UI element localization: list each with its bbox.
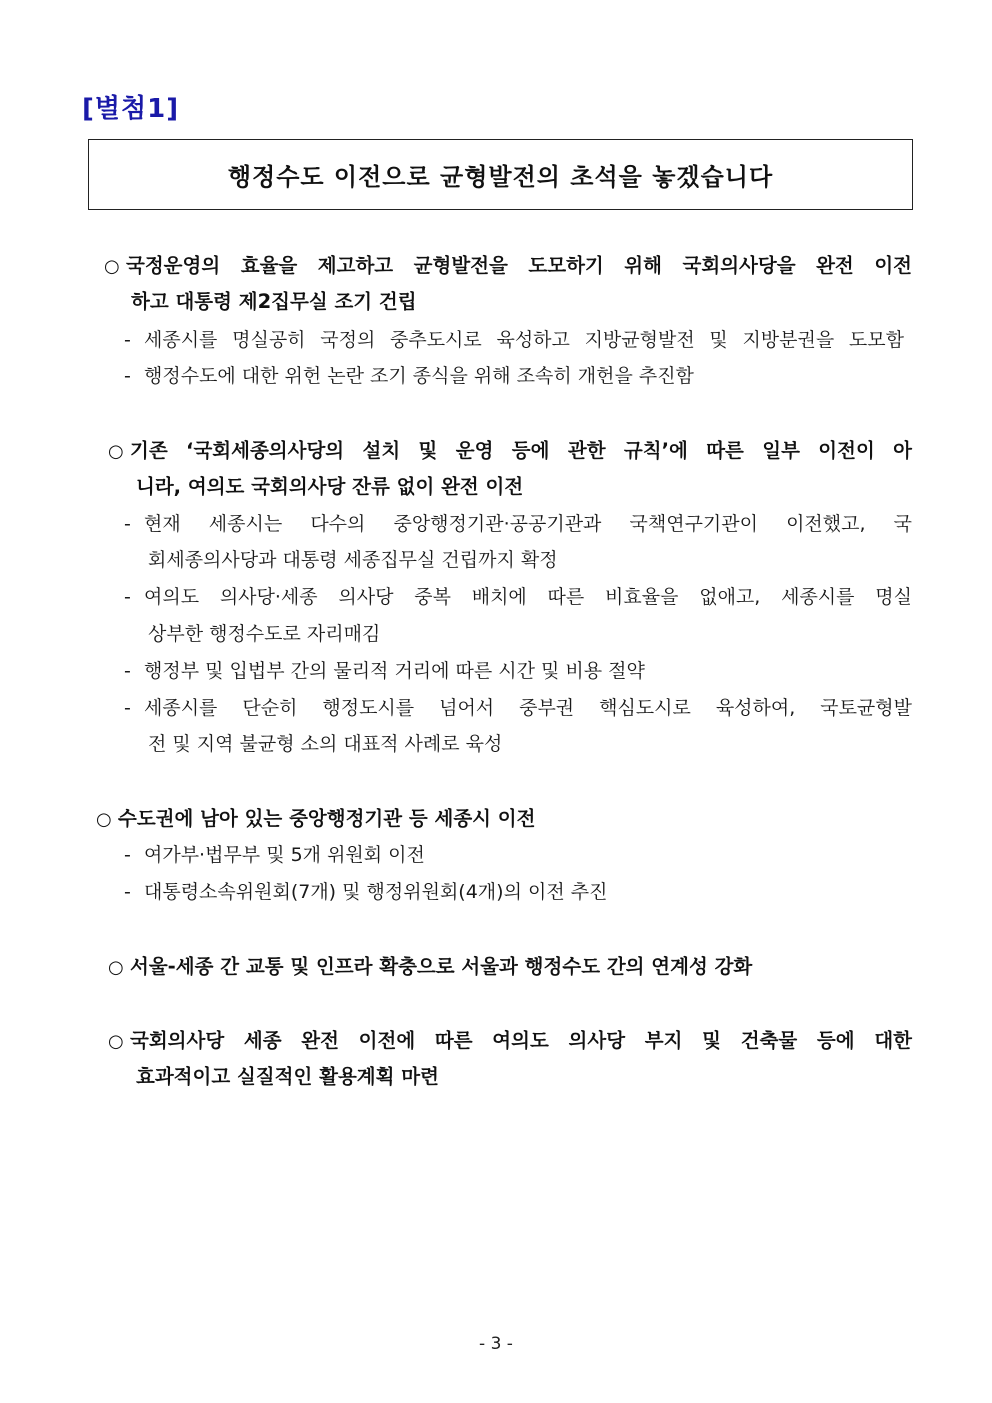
sub-item-continuation: 회세종의사당과 대통령 세종집무실 건립까지 확정: [148, 549, 558, 571]
sub-item: - 세종시를 명실공히 국정의 중추도시로 육성하고 지방균형발전 및 지방분권을 도모함: [124, 329, 904, 351]
bullet-continuation: 하고 대통령 제2집무실 조기 건립: [131, 290, 417, 313]
bullet-text: 국정운영의 효율을 제고하고 균형발전을 도모하기 위해 국회의사당을 완전 이전: [126, 254, 912, 277]
bullet-item: [108, 438, 912, 465]
sub-item: - 현재 세종시는 다수의 중앙행정기관·공공기관과 국책연구기관이 이전했고, 국: [124, 513, 912, 535]
bullet-text: 기존 ‘국회세종의사당의 설치 및 운영 등에 관한 규칙’에 따른 일부 이전이 아: [130, 439, 912, 462]
bullet-text: 국회의사당 세종 완전 이전에 따른 여의도 의사당 부지 및 건축물 등에 대한: [130, 1029, 912, 1052]
sub-item: - 여가부·법무부 및 5개 위원회 이전: [124, 844, 425, 866]
bullet-item: [96, 806, 535, 833]
sub-item-continuation: 전 및 지역 불균형 소의 대표적 사례로 육성: [148, 733, 503, 755]
sub-item: - 행정부 및 입법부 간의 물리적 거리에 따른 시간 및 비용 절약: [124, 660, 645, 682]
sub-item: - 여의도 의사당·세종 의사당 중복 배치에 따른 비효율을 없애고, 세종시를 명실: [124, 586, 912, 608]
title-box: [88, 139, 913, 210]
sub-item-continuation: 상부한 행정수도로 자리매김: [148, 623, 381, 645]
bullet-continuation: 니라, 여의도 국회의사당 잔류 없이 완전 이전: [136, 475, 524, 498]
sub-item: - 대통령소속위원회(7개) 및 행정위원회(4개)의 이전 추진: [124, 881, 608, 903]
bullet-circle: ○: [108, 441, 124, 462]
bullet-circle: ○: [108, 1031, 124, 1052]
bullet-circle: ○: [96, 809, 112, 830]
sub-item: - 세종시를 단순히 행정도시를 넘어서 중부권 핵심도시로 육성하여, 국토균형발: [124, 697, 912, 719]
bullet-item: [108, 954, 752, 981]
attachment-label: [별첨1]: [82, 94, 180, 124]
bullet-item: [108, 1028, 912, 1055]
sub-item: - 행정수도에 대한 위헌 논란 조기 종식을 위해 조속히 개헌을 추진함: [124, 365, 694, 387]
bullet-continuation: 효과적이고 실질적인 활용계획 마련: [136, 1065, 439, 1088]
bullet-circle: ○: [108, 957, 124, 978]
bullet-text: 서울-세종 간 교통 및 인프라 확충으로 서울과 행정수도 간의 연계성 강화: [130, 955, 753, 978]
document-title: 행정수도 이전으로 균형발전의 초석을 놓겠습니다: [227, 163, 774, 191]
page-number: - 3 -: [479, 1334, 513, 1354]
bullet-circle: ○: [104, 256, 120, 277]
bullet-text: 수도권에 남아 있는 중앙행정기관 등 세종시 이전: [118, 807, 536, 830]
bullet-item: [104, 253, 912, 280]
